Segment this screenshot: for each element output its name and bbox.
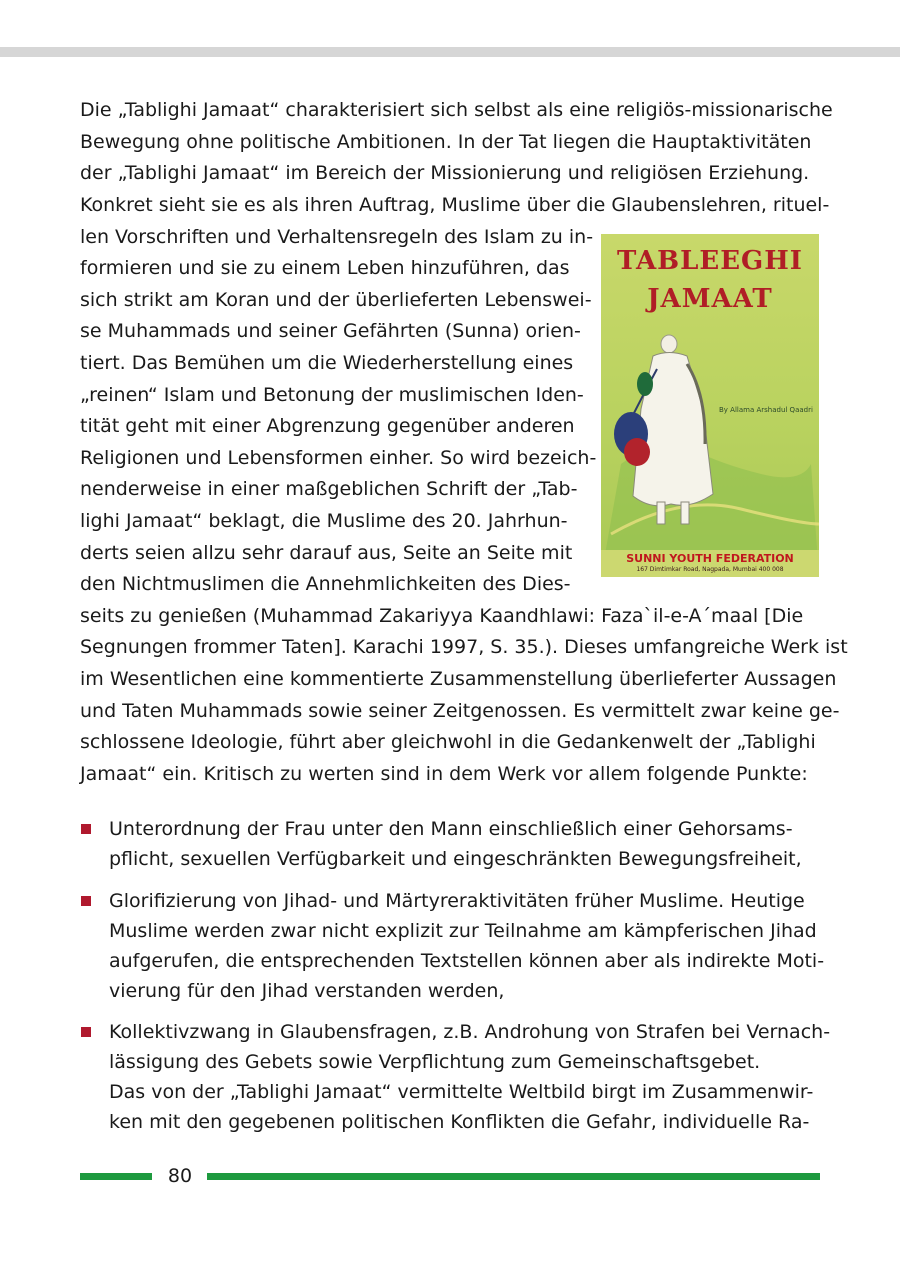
- paragraph-line: tiert. Das Bemühen um die Wiederherstellung eines: [80, 352, 574, 374]
- bullet-line: vierung für den Jihad verstanden werden,: [109, 980, 505, 1002]
- paragraph-line: Jamaat“ ein. Kritisch zu werten sind in dem Werk vor allem folgende Punkte:: [80, 763, 808, 785]
- bullet-line: lässigung des Gebets sowie Verpflichtung zum Gemeinschaftsgebet.: [109, 1051, 761, 1073]
- paragraph-line: „reinen“ Islam und Betonung der muslimischen Iden-: [80, 384, 584, 406]
- paragraph-line: lighi Jamaat“ beklagt, die Muslime des 20. Jahrhun-: [80, 510, 568, 532]
- top-rule: [0, 47, 900, 57]
- cover-publisher: SUNNI YOUTH FEDERATION: [626, 552, 794, 565]
- paragraph-line: Bewegung ohne politische Ambitionen. In der Tat liegen die Hauptaktivitäten: [80, 131, 812, 153]
- paragraph-line: seits zu genießen (Muhammad Zakariyya Kaandhlawi: Faza`il-e-A´maal [Die: [80, 605, 804, 627]
- paragraph-line: formieren und sie zu einem Leben hinzuführen, das: [80, 257, 570, 279]
- bullet-line: aufgerufen, die entsprechenden Textstellen können aber als indirekte Moti-: [109, 950, 825, 972]
- bullet-line: Muslime werden zwar nicht explizit zur Teilnahme am kämpferischen Jihad: [109, 920, 817, 942]
- bullet-marker: [81, 896, 91, 906]
- paragraph-line: derts seien allzu sehr darauf aus, Seite an Seite mit: [80, 542, 573, 564]
- bullet-line: Kollektivzwang in Glaubensfragen, z.B. Androhung von Strafen bei Vernach-: [109, 1021, 831, 1043]
- paragraph-line: im Wesentlichen eine kommentierte Zusammenstellung überlieferter Aussagen: [80, 668, 837, 690]
- page-number: 80: [167, 1165, 193, 1187]
- paragraph-line: tität geht mit einer Abgrenzung gegenüber anderen: [80, 415, 575, 437]
- book-cover-image: [601, 234, 819, 577]
- cover-title-line2: JAMAAT: [647, 284, 773, 314]
- bullet-line: Glorifizierung von Jihad- und Märtyreraktivitäten früher Muslime. Heutige: [109, 890, 805, 912]
- bullet-marker: [81, 1027, 91, 1037]
- paragraph-line: se Muhammads und seiner Gefährten (Sunna) orien-: [80, 320, 581, 342]
- cover-author: By Allama Arshadul Qaadri: [719, 406, 813, 414]
- paragraph-line: len Vorschriften und Verhaltensregeln des Islam zu in-: [80, 226, 594, 248]
- paragraph-line: Segnungen frommer Taten]. Karachi 1997, S. 35.). Dieses umfangreiche Werk ist: [80, 636, 848, 658]
- paragraph-line: nenderweise in einer maßgeblichen Schrift der „Tab-: [80, 478, 578, 500]
- paragraph-line: Konkret sieht sie es als ihren Auftrag, Muslime über die Glaubenslehren, rituel-: [80, 194, 830, 216]
- bullet-marker: [81, 824, 91, 834]
- cover-address: 167 Dimtimkar Road, Nagpada, Mumbai 400 008: [636, 566, 784, 573]
- paragraph-line: der „Tablighi Jamaat“ im Bereich der Missionierung und religiösen Erziehung.: [80, 162, 810, 184]
- bullet-line: ken mit den gegebenen politischen Konflikten die Gefahr, individuelle Ra-: [109, 1111, 810, 1133]
- paragraph-line: schlossene Ideologie, führt aber gleichwohl in die Gedankenwelt der „Tablighi: [80, 731, 816, 753]
- paragraph-line: sich strikt am Koran und der überlieferten Lebenswei-: [80, 289, 592, 311]
- paragraph-line: Die „Tablighi Jamaat“ charakterisiert sich selbst als eine religiös-missionarische: [80, 99, 833, 121]
- cover-title-line1: TABLEEGHI: [617, 246, 803, 276]
- footer-bar-right: [207, 1173, 820, 1180]
- paragraph-line: den Nichtmuslimen die Annehmlichkeiten des Dies-: [80, 573, 571, 595]
- bullet-line: pflicht, sexuellen Verfügbarkeit und eingeschränkten Bewegungsfreiheit,: [109, 848, 802, 870]
- bullet-line: Unterordnung der Frau unter den Mann einschließlich einer Gehorsams-: [109, 818, 793, 840]
- paragraph-line: und Taten Muhammads sowie seiner Zeitgenossen. Es vermittelt zwar keine ge-: [80, 700, 840, 722]
- footer-bar-left: [80, 1173, 152, 1180]
- paragraph-line: Religionen und Lebensformen einher. So wird bezeich-: [80, 447, 597, 469]
- bullet-line: Das von der „Tablighi Jamaat“ vermittelte Weltbild birgt im Zusammenwir-: [109, 1081, 814, 1103]
